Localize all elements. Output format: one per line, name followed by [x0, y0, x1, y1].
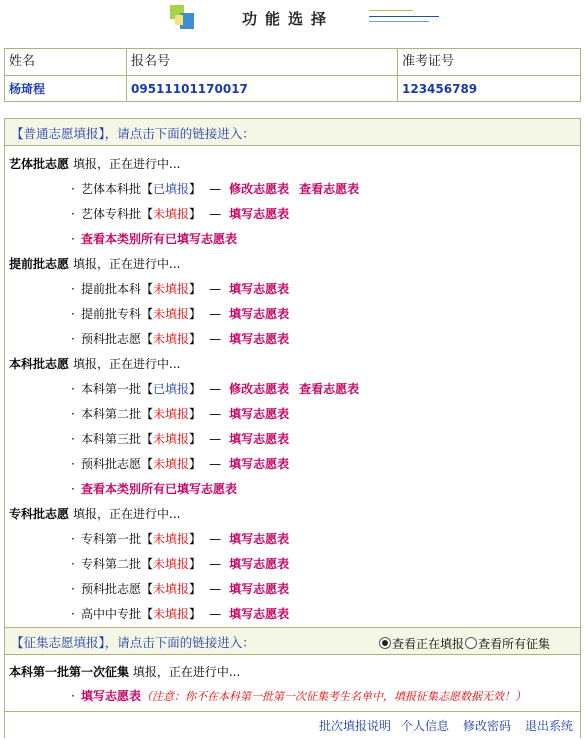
footer-bar: [5, 711, 580, 738]
edit-form-link[interactable]: 修改志愿表: [229, 382, 290, 396]
batch-name: 提前批专科: [81, 307, 142, 321]
bullet: ·: [71, 689, 75, 703]
batch-row: [71, 555, 289, 571]
bracket: 】: [189, 282, 202, 296]
batch-name: 艺体专科批: [81, 207, 142, 221]
separator: —: [209, 532, 222, 546]
category-name: 专科批志愿: [9, 507, 70, 521]
radio-label: 查看所有征集: [478, 637, 551, 651]
footer-link-logout[interactable]: 退出系统: [525, 719, 574, 733]
regno-value: 09511101170017: [127, 76, 398, 102]
batch-state: 未填报: [153, 207, 190, 221]
category-status: 填报，正在进行中...: [73, 257, 181, 271]
batch-state: 未填报: [153, 607, 190, 621]
batch-row: [71, 280, 289, 296]
category-name: 提前批志愿: [9, 257, 70, 271]
examno-header: 准考证号: [402, 54, 455, 69]
view-all-row: [71, 230, 237, 246]
name-value: 杨琦程: [5, 76, 127, 102]
bracket: 】: [189, 182, 202, 196]
batch-row: [71, 405, 289, 421]
view-all-link[interactable]: 查看本类别所有已填写志愿表: [81, 482, 238, 496]
bracket: 【: [141, 582, 154, 596]
radio-current[interactable]: [379, 635, 464, 652]
separator: —: [209, 307, 222, 321]
bracket: 【: [141, 607, 154, 621]
separator: —: [209, 582, 222, 596]
separator: —: [209, 607, 222, 621]
bullet: ·: [71, 482, 75, 496]
separator: —: [209, 207, 222, 221]
bracket: 【: [141, 432, 154, 446]
bracket: 】: [189, 607, 202, 621]
fill-form-link[interactable]: 填写志愿表: [229, 332, 290, 346]
decor-line: [369, 21, 429, 22]
bracket: 】: [189, 207, 202, 221]
category-title: [9, 155, 180, 172]
bullet: ·: [71, 407, 75, 421]
collect-group-title: [9, 663, 240, 680]
radio-label: 查看正在填报: [392, 637, 465, 651]
section-collect-header: [5, 627, 580, 655]
bracket: 】: [189, 582, 202, 596]
bracket: 】: [189, 332, 202, 346]
batch-name: 本科第三批: [81, 432, 142, 446]
info-header-row: [5, 49, 580, 76]
collect-item: [71, 687, 526, 703]
radio-icon[interactable]: [465, 637, 477, 649]
fill-form-link[interactable]: 填写志愿表: [229, 407, 290, 421]
bracket: 【: [141, 207, 154, 221]
bracket: 【: [141, 557, 154, 571]
batch-row: [71, 305, 289, 321]
name-header: 姓名: [5, 49, 127, 75]
collect-group-name: 本科第一批第一次征集: [9, 665, 130, 679]
category-status: 填报，正在进行中...: [73, 507, 181, 521]
category-name: 艺体批志愿: [9, 157, 70, 171]
batch-state: 未填报: [153, 432, 190, 446]
batch-state: 已填报: [153, 382, 190, 396]
separator: —: [209, 407, 222, 421]
batch-state: 未填报: [153, 457, 190, 471]
fill-form-link[interactable]: 填写志愿表: [229, 582, 290, 596]
fill-form-link[interactable]: 填写志愿表: [229, 207, 290, 221]
footer-link-profile[interactable]: 个人信息: [401, 719, 450, 733]
batch-name: 专科第二批: [81, 557, 142, 571]
bracket: 】: [189, 557, 202, 571]
examno-value: 123456789: [402, 82, 478, 96]
bracket: 【: [141, 407, 154, 421]
separator: —: [209, 432, 222, 446]
bracket: 【: [141, 332, 154, 346]
main-panel: [4, 118, 581, 738]
radio-all[interactable]: [465, 635, 550, 652]
category-title: [9, 505, 180, 522]
bullet: ·: [71, 557, 75, 571]
bullet: ·: [71, 607, 75, 621]
bullet: ·: [71, 382, 75, 396]
batch-state: 未填报: [153, 532, 190, 546]
section-title: 【普通志愿填报】，请点击下面的链接进入：: [11, 126, 255, 141]
bullet: ·: [71, 432, 75, 446]
section-regular-header: [5, 119, 580, 146]
category-status: 填报，正在进行中...: [73, 357, 181, 371]
batch-name: 本科第一批: [81, 382, 142, 396]
bracket: 【: [141, 382, 154, 396]
separator: —: [209, 457, 222, 471]
student-info-table: [4, 48, 581, 102]
bracket: 】: [189, 532, 202, 546]
bracket: 】: [189, 382, 202, 396]
collect-note: （注意：你不在本科第一批第一次征集考生名单中，填报征集志愿数据无效！）: [141, 690, 527, 703]
batch-row: [71, 605, 289, 621]
separator: —: [209, 382, 222, 396]
bracket: 【: [141, 282, 154, 296]
view-form-link[interactable]: 查看志愿表: [299, 382, 360, 396]
radio-icon[interactable]: [379, 637, 391, 649]
bullet: ·: [71, 282, 75, 296]
footer-link-password[interactable]: 修改密码: [463, 719, 512, 733]
batch-name: 艺体本科批: [81, 182, 142, 196]
page-title: 功能选择: [242, 10, 335, 28]
batch-state: 未填报: [153, 307, 190, 321]
batch-row: [71, 330, 289, 346]
category-title: [9, 255, 180, 272]
bullet: ·: [71, 232, 75, 246]
category-title: [9, 355, 180, 372]
batch-state: 已填报: [153, 182, 190, 196]
decor-line: [369, 10, 413, 11]
decor-line: [369, 16, 439, 17]
bracket: 【: [141, 182, 154, 196]
bullet: ·: [71, 332, 75, 346]
batch-name: 本科第二批: [81, 407, 142, 421]
batch-row: [71, 455, 289, 471]
fill-form-link[interactable]: 填写志愿表: [229, 607, 290, 621]
footer-link-help[interactable]: 批次填报说明: [319, 719, 392, 733]
info-value-row: [5, 76, 580, 102]
fill-form-link[interactable]: 填写志愿表: [229, 307, 290, 321]
bullet: ·: [71, 207, 75, 221]
batch-name: 高中中专批: [81, 607, 142, 621]
batch-name: 预科批志愿: [81, 332, 142, 346]
batch-row: [71, 180, 359, 196]
batch-state: 未填报: [153, 332, 190, 346]
edit-form-link[interactable]: 修改志愿表: [229, 182, 290, 196]
bracket: 】: [189, 432, 202, 446]
batch-state: 未填报: [153, 282, 190, 296]
batch-row: [71, 430, 289, 446]
fill-form-link[interactable]: 填写志愿表: [229, 557, 290, 571]
batch-row: [71, 205, 289, 221]
batch-state: 未填报: [153, 407, 190, 421]
collect-group-status: 填报，正在进行中...: [132, 665, 241, 679]
separator: —: [209, 282, 222, 296]
page-header: [0, 0, 585, 44]
bracket: 】: [189, 457, 202, 471]
bracket: 】: [189, 407, 202, 421]
fill-form-link[interactable]: 填写志愿表: [229, 432, 290, 446]
category-status: 填报，正在进行中...: [73, 157, 181, 171]
fill-form-link[interactable]: 填写志愿表: [229, 282, 290, 296]
separator: —: [209, 332, 222, 346]
batch-name: 预科批志愿: [81, 582, 142, 596]
regno-header: 报名号: [127, 49, 398, 75]
batch-state: 未填报: [153, 582, 190, 596]
separator: —: [209, 182, 222, 196]
bracket: 】: [189, 307, 202, 321]
batch-row: [71, 530, 289, 546]
bracket: 【: [141, 532, 154, 546]
bracket: 【: [141, 457, 154, 471]
category-name: 本科批志愿: [9, 357, 70, 371]
batch-name: 专科第一批: [81, 532, 142, 546]
fill-form-link[interactable]: 填写志愿表: [81, 689, 142, 703]
section-title: 【征集志愿填报】，请点击下面的链接进入：: [11, 635, 255, 650]
bullet: ·: [71, 307, 75, 321]
view-form-link[interactable]: 查看志愿表: [299, 182, 360, 196]
separator: —: [209, 557, 222, 571]
fill-form-link[interactable]: 填写志愿表: [229, 457, 290, 471]
bullet: ·: [71, 182, 75, 196]
logo-icon: [170, 5, 196, 31]
bracket: 【: [141, 307, 154, 321]
bullet: ·: [71, 532, 75, 546]
bullet: ·: [71, 582, 75, 596]
bullet: ·: [71, 457, 75, 471]
batch-name: 提前批本科: [81, 282, 142, 296]
view-all-row: [71, 480, 237, 496]
batch-row: [71, 380, 359, 396]
batch-name: 预科批志愿: [81, 457, 142, 471]
batch-state: 未填报: [153, 557, 190, 571]
fill-form-link[interactable]: 填写志愿表: [229, 532, 290, 546]
batch-row: [71, 580, 289, 596]
view-all-link[interactable]: 查看本类别所有已填写志愿表: [81, 232, 238, 246]
